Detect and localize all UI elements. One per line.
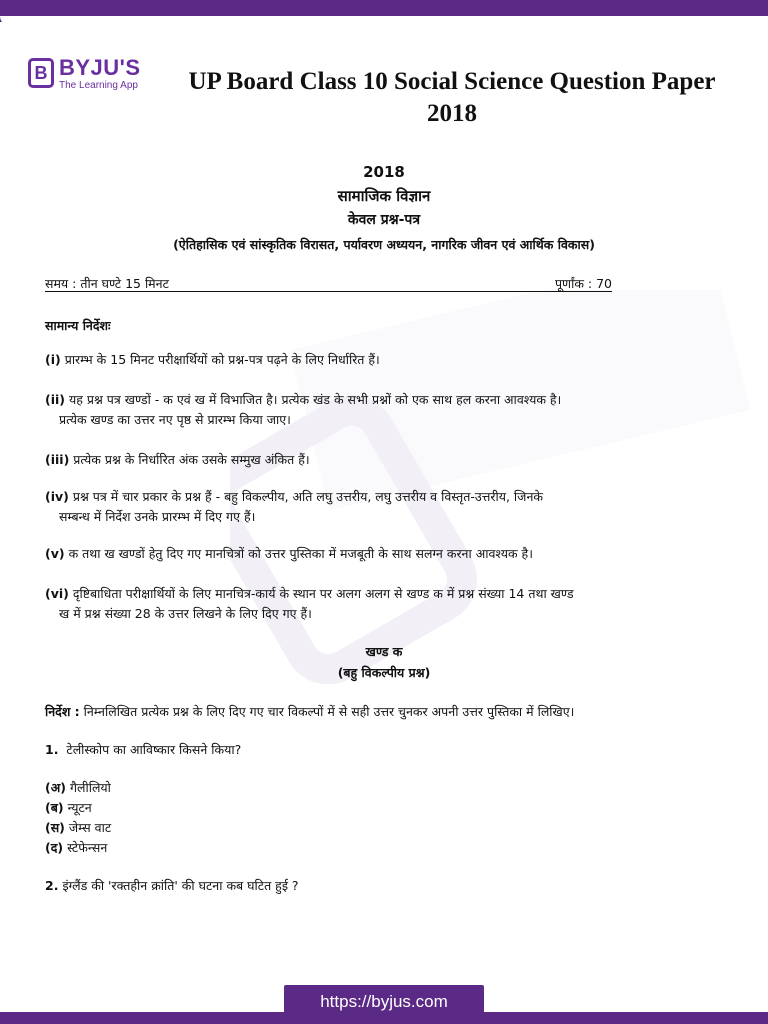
paper-type: केवल प्रश्न-पत्र (347, 212, 421, 228)
exam-time: समय : तीन घण्टे 15 मिनट (45, 276, 169, 291)
option-list (45, 778, 725, 858)
instruction-item: (v) क तथा ख खण्डों हेतु दिए गए मानचित्रों को उत्तर पुस्तिका में मजबूती के साथ सलग्न करना आवश्यक है। (45, 546, 533, 561)
logo-mark-icon: B (28, 58, 54, 88)
exam-year: 2018 (363, 163, 405, 181)
instruction-item: (i) प्रारम्भ के 15 मिनट परीक्षार्थियों को प्रश्न-पत्र पढ़ने के लिए निर्धारित हैं। (45, 352, 380, 367)
option-item: (स) जेम्स वाट (45, 820, 112, 835)
instruction-item: (vi) दृष्टिबाधिता परीक्षार्थियों के लिए मानचित्र-कार्य के स्थान पर अलग अलग से खण्ड क में प्रश्न संख्या 14 तथा खण्ड ख में प्रश्न संख्या 28 के उत्तर लिखने के लिए दिए गए हैं। (45, 586, 574, 621)
instruction-item: (ii) यह प्रश्न पत्र खण्डों - क एवं ख में विभाजित है। प्रत्येक खंड के सभी प्रश्नों को एक साथ हल करना आवश्यक है। प्रत्येक खण्ड का उत्तर नए पृष्ठ से प्रारम्भ किया जाए। (45, 392, 562, 427)
section-subtitle: (बहु विकल्पीय प्रश्न) (337, 665, 431, 680)
exam-subtitle: (ऐतिहासिक एवं सांस्कृतिक विरासत, पर्यावरण अध्ययन, नागरिक जीवन एवं आर्थिक विकास) (173, 237, 595, 252)
instruction-item: (iii) प्रत्येक प्रश्न के निर्धारित अंक उसके सम्मुख अंकित हैं। (45, 452, 310, 467)
question: 2. इंग्लैंड की 'रक्तहीन क्रांति' की घटना कब घटित हुई ? (45, 878, 299, 893)
byjus-logo (28, 56, 178, 96)
question: 1. टेलीस्कोप का आविष्कार किसने किया? (45, 742, 242, 757)
option-item: (द) स्टेफेन्सन (45, 840, 108, 855)
section-title: खण्ड क (365, 644, 403, 659)
top-decorative-bar (0, 0, 768, 22)
logo-tagline: The Learning App (59, 80, 138, 91)
instructions-heading: सामान्य निर्देशः (45, 318, 111, 333)
section-direction: निर्देश : निम्नलिखित प्रत्येक प्रश्न के लिए दिए गए चार विकल्पों में से सही उत्तर चुनकर अपनी उत्तर पुस्तिका में लिखिए। (45, 704, 575, 719)
exam-subject: सामाजिक विज्ञान (337, 187, 431, 205)
exam-max-marks: पूर्णांक : 70 (554, 276, 612, 291)
exam-meta-row (45, 275, 612, 292)
option-item: (अ) गैलीलियो (45, 780, 111, 795)
logo-name: BYJU'S (59, 55, 141, 80)
instruction-item: (iv) प्रश्न पत्र में चार प्रकार के प्रश्न हैं - बहु विकल्पीय, अति लघु उत्तरीय, लघु उत्तरीय व विस्तृत-उत्तरीय, जिनके सम्बन्ध में निर्देश उनके प्रारम्भ में दिए गए हैं। (45, 489, 543, 524)
document-title: UP Board Class 10 Social Science Question Paper 2018 (188, 68, 716, 127)
footer-url-link[interactable]: https://byjus.com (284, 985, 484, 1019)
option-item: (ब) न्यूटन (45, 800, 92, 815)
